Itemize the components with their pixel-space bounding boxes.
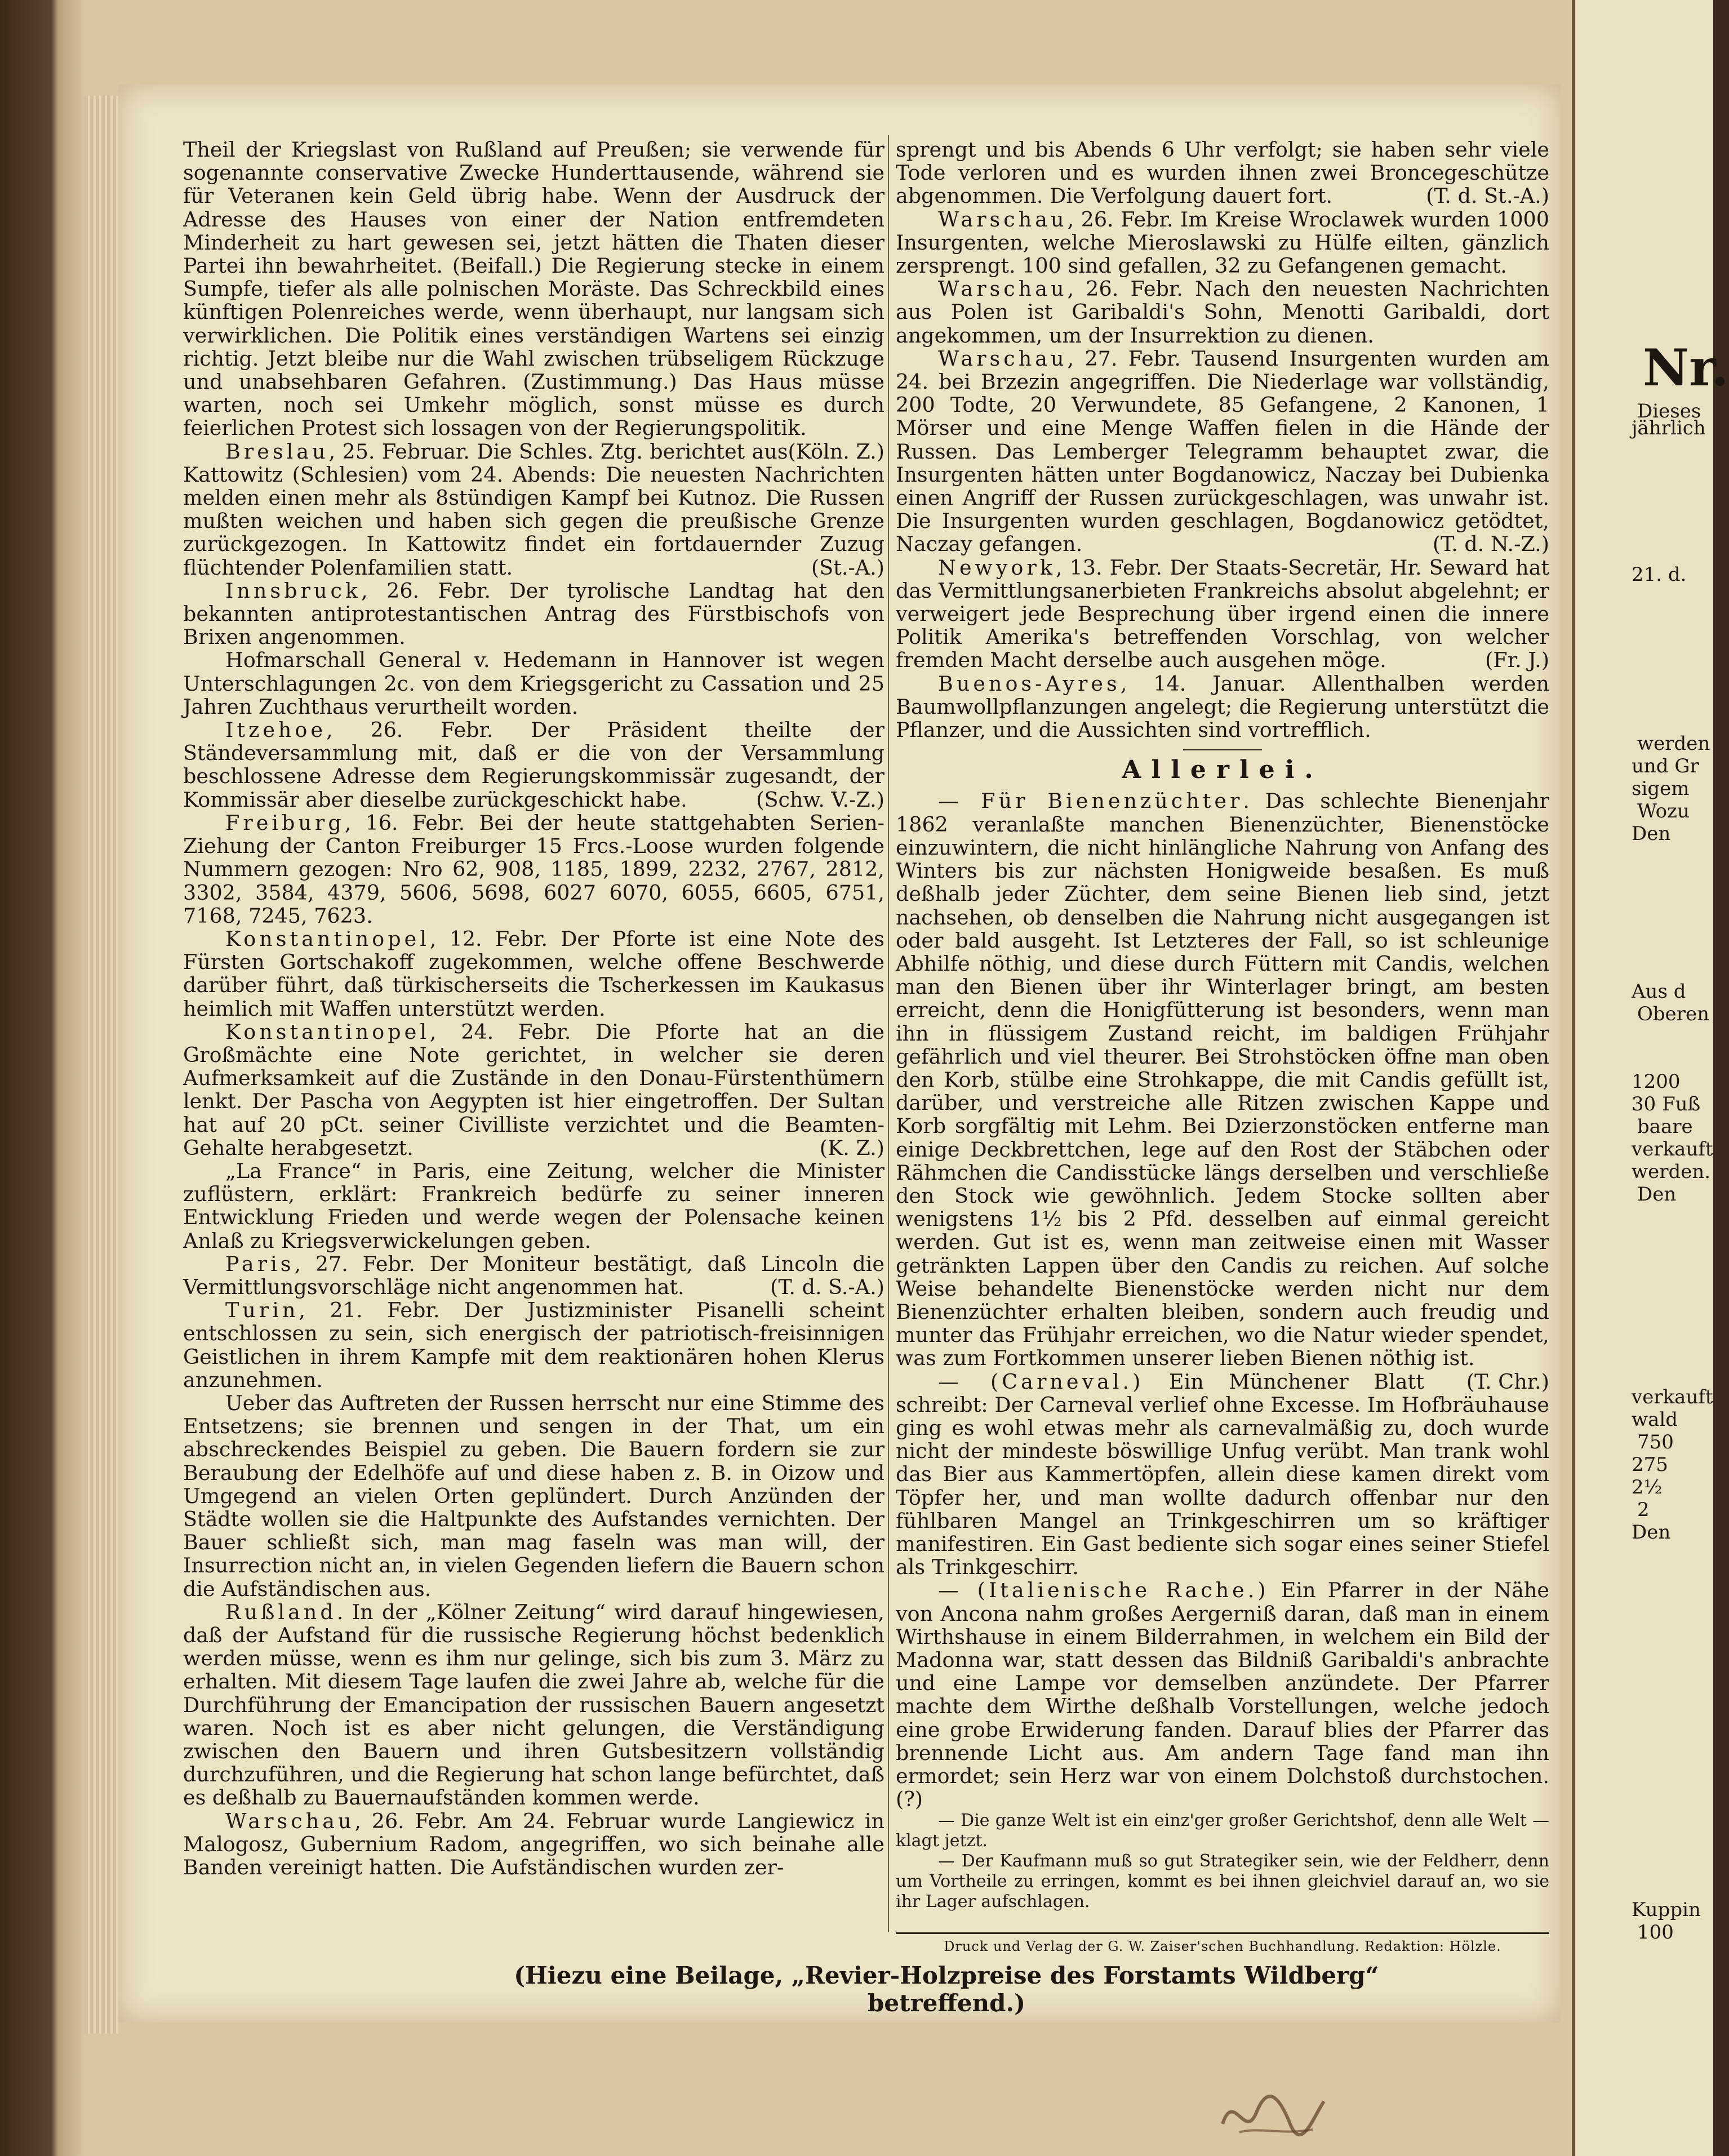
item-text: , 27. Febr. Tausend Insurgenten wurden am 24. bei Brzezin angegriffen. Die Niederlage war vollständig, 200 Todte, 20 Verwundete, 85 Gefangene, 2 Kanonen, 1 Mörser und eine Menge Waffen fielen in die Hände der Russen. Das Lemberger Telegramm behauptet zwar, die Insurgenten hätten unter Bogdanowicz, Naczay bei Dubienka einen Angriff der Russen zurückgeschlagen, was unwahr ist. Die Insurgenten wurden geschlagen, Bogdanowicz getödtet, Naczay gefangen. <box>896 346 1549 557</box>
left-column <box>183 138 884 1879</box>
dateline-place: Freiburg <box>225 810 345 835</box>
news-item <box>183 1252 884 1299</box>
item-text: , 21. Febr. Der Justizminister Pisanelli scheint entschlossen zu sein, sich energisch der patriotisch-freisinnigen Geistlichen in ihrem Kampfe mit dem reaktionären hohen Klerus anzunehmen. <box>183 1298 884 1392</box>
dateline-place: Konstantinopel <box>225 926 430 951</box>
dateline-place: Warschau <box>225 1808 355 1833</box>
adjacent-page-fragment: 30 Fuß <box>1632 1093 1701 1115</box>
item-text: , 25. Februar. Die Schles. Ztg. berichtet aus Kattowitz (Schlesien) vom 24. Abends: Die neuesten Nachrichten melden einen mehr als 8stündigen Kampf bei Kutnoz. Die Russen mußten weichen und haben sich gegen die preußische Grenze zurückgezogen. In Kattowitz findet ein fortdauernder Zuzug flüchtender Polenfamilien statt. <box>183 439 884 580</box>
adjacent-page-fragment: 21. d. <box>1632 563 1687 586</box>
verses <box>896 1811 1549 1912</box>
section-divider <box>1183 749 1262 750</box>
dateline-place: Paris <box>225 1251 295 1276</box>
news-item <box>183 811 884 927</box>
dateline-place: Itzehoe <box>225 718 326 743</box>
dateline-place: Breslau <box>225 439 329 464</box>
item-text: . Das schlechte Bienenjahr 1862 veranlaßte manchen Bienenzüchter, Bienenstöcke einzuwintern, die nicht hinlängliche Nahrung von Anfang des Winters bis zur nächsten Honigweide besaßen. Es muß deßhalb jeder Züchter, dem seine Bienen lieb sind, jetzt nachsehen, ob denselben die Nahrung nicht ausgegangen ist oder bald ausgeht. Ist Letzteres der Fall, so ist schleunige Abhilfe nöthig, und diese durch Füttern mit Candis, welchen man den Bienen über ihr Winterlager bringt, am besten erreicht, denn die Honigfütterung ist besonders, wenn man ihn in flüssigem Zustand reicht, im baldigen Frühjahr gefährlich und viel theurer. Bei Strohstöcken öffne man oben den Korb, stülbe eine Strohkappe, die mit Candis gefüllt ist, darüber, und verstreiche alle Ritzen zwischen Kappe und Korb sorgfältig mit Lehm. Bei Dzierzonstöcken entferne man einige Deckbrettchen, lege auf den Rost der Stäbchen oder Rähmchen die Candisstücke längs derselben und verschließe den Stock wie gewöhnlich. Jedem Stocke sollten aber wenigstens 1½ bis 2 Pfd. desselben auf einmal gereicht werden. Gut ist es, wenn man zeitweise einen mit Wasser getränkten Lappen über den Candis zu reichen. Auf solche Weise behandelte Bienenstöcke werden nicht nur dem Bienenzüchter erhalten bleiben, sondern auch freudig und munter das Frühjahr erreichen, wo die Natur wieder spendet, was zum Fortkommen unserer lieben Bienen nöthig ist. <box>896 789 1549 1371</box>
adjacent-page-fragment: Den <box>1632 1521 1671 1544</box>
news-item <box>896 347 1549 556</box>
adjacent-page-fragment: 275 <box>1632 1453 1668 1476</box>
news-item <box>896 1370 1549 1579</box>
dateline-place: Rußland <box>225 1599 337 1624</box>
item-text: , 24. Febr. Die Pforte hat an die Großmächte eine Note gerichtet, in welcher sie deren Aufmerksamkeit auf die Zustände in den Donau-Fürstenthümern lenkt. Der Pascha von Aegypten ist hier eingetroffen. Der Sultan hat auf 20 pCt. seiner Civilliste verzichtet und die Beamten-Gehalte herabgesetzt. <box>183 1019 884 1160</box>
adjacent-page-fragment: 1200 <box>1632 1070 1681 1093</box>
adjacent-page-fragment: und Gr <box>1632 755 1699 777</box>
adjacent-page-fragment: baare <box>1637 1115 1693 1138</box>
adjacent-page <box>1572 0 1729 2156</box>
adjacent-page-fragment: Den <box>1637 1183 1677 1206</box>
item-text: , 13. Febr. Der Staats-Secretär, Hr. Seward hat das Vermittlungsanerbieten Frankreichs absolut abgelehnt; er verweigert jede Besprechung über irgend einen die innere Politik Amerika's betreffenden Vorschlag, von welcher fremden Macht derselbe auch ausgehen möge. <box>896 555 1549 673</box>
item-text: , 26. Febr. Am 24. Februar wurde Langiewicz in Malogosz, Gubernium Radom, angegriffen, wo sich beinahe alle Banden vereinigt hatten. Die Aufständischen wurden zer- <box>183 1808 884 1880</box>
news-item <box>183 1810 884 1879</box>
adjacent-page-fragment: wald <box>1632 1408 1678 1431</box>
news-item <box>896 1579 1549 1811</box>
item-text: , 26. Febr. Nach den neuesten Nachrichten aus Polen ist Garibaldi's Sohn, Menotti Garibaldi, dort angekommen, um der Insurrektion zu dienen. <box>896 277 1549 348</box>
adjacent-page-fragment: 2 <box>1637 1499 1650 1521</box>
news-item <box>183 1159 884 1252</box>
adjacent-page-fragment: jährlich <box>1632 417 1706 439</box>
item-text: , 26. Febr. Der Präsident theilte der Ständeversammlung mit, daß er die von der Versammlung beschlossene Adresse dem Regierungskommissär zugesandt, der Kommissär aber dieselbe zurückgeschickt habe. <box>183 718 884 812</box>
adjacent-page-fragment: 750 <box>1637 1431 1674 1453</box>
dateline-place: Konstantinopel <box>225 1019 430 1044</box>
adjacent-page-fragment: Wozu <box>1637 800 1690 823</box>
imprint: Druck und Verlag der G. W. Zaiser'schen Buchhandlung. Redaktion: Hölzle. <box>896 1932 1549 1954</box>
item-text: Ueber das Auftreten der Russen herrscht nur eine Stimme des Entsetzens; sie brennen und sengen in der That, um ein abschreckendes Beispiel zu geben. Die Bauern fordern sie zur Beraubung der Edelhöfe auf und diese haben z. B. in Oizow und Umgegend an vielen Orten geplündert. Durch Anzünden der Städte wollen sie die Haltpunkte des Aufstandes vernichten. Der Bauer schließt sich, man mag faseln was man will, der Insurrection nicht an, in vielen Gegenden liefern die Bauern schon die Aufständischen aus. <box>183 1390 884 1601</box>
column-rule <box>888 135 889 1932</box>
news-item <box>183 579 884 649</box>
source-attribution: (Köln. Z.) <box>788 439 884 464</box>
dateline-place: Innsbruck <box>225 578 362 603</box>
adjacent-page-fragment: 2½ <box>1632 1476 1663 1499</box>
allerlei-items <box>896 789 1549 1811</box>
item-text: sprengt und bis Abends 6 Uhr verfolgt; sie haben sehr viele Tode verloren und es wurden ihnen zwei Broncegeschütze abgenommen. Die Verfolgung dauert fort. <box>896 137 1549 208</box>
right-news-items <box>896 138 1549 741</box>
dateline-place: Warschau <box>938 277 1068 301</box>
adjacent-page-fragment: werden <box>1637 732 1710 755</box>
item-text: , 26. Febr. Der tyrolische Landtag hat den bekannten antiprotestantischen Antrag des Fürstbischofs von Brixen angenommen. <box>183 578 884 650</box>
adjacent-page-fragment: Kuppin <box>1632 1899 1701 1921</box>
item-text: Ein Pfarrer in der Nähe von Ancona nahm großes Aergerniß daran, daß man in einem Wirthshause in einem Bilderrahmen, in welchem ein Bild der Madonna war, statt dessen das Bildniß Garibaldi's anbrachte und eine Lampe vor demselben anzündete. Der Pfarrer machte dem Wirthe deßhalb Vorstellungen, welche jedoch eine grobe Erwiderung fanden. Darauf blies der Pfarrer das brennende Licht aus. Am andern Tage fand man ihn ermordet; sein Herz war von einem Dolchstoß durchstochen. (?) <box>896 1578 1549 1812</box>
adjacent-page-title: Nr. <box>1643 338 1729 398</box>
news-item <box>183 1392 884 1601</box>
handwritten-signature <box>1217 2079 1330 2146</box>
adjacent-page-fragment: Dieses <box>1637 400 1701 423</box>
item-text: . In der „Kölner Zeitung“ wird darauf hingewiesen, daß der Aufstand für die russische Regierung höchst bedenklich werden müsse, wenn es ihm nur gelinge, sich bis zum 3. März zu erhalten. Mit diesem Tage laufen die zwei Jahre ab, welche für die Durchführung der Emancipation der russischen Bauern angesetzt waren. Noch ist es aber nicht gelungen, die Verständigung zwischen den Bauern und ihren Gutsbesitzern vollständig durchzuführen, und die Regierung hat schon lange befürchtet, daß es deßhalb zu Bauernaufständen kommen werde. <box>183 1599 884 1810</box>
adjacent-page-fragment: Den <box>1632 823 1671 845</box>
news-item <box>183 648 884 718</box>
verse: — Der Kaufmann muß so gut Strategiker sein, wie der Feldherr, denn um Vortheile zu erringen, kommt es bei ihnen gleichviel darauf an, wo sie ihr Lager aufschlagen. <box>896 1851 1549 1912</box>
adjacent-page-fragment: verkauft <box>1632 1386 1713 1408</box>
news-item <box>896 277 1549 347</box>
adjacent-page-fragment: 100 <box>1637 1921 1674 1944</box>
news-item <box>896 208 1549 278</box>
item-text: , 14. Januar. Allenthalben werden Baumwollpflanzungen angelegt; die Regierung unterstützt die Pflanzer, und die Aussichten sind vortrefflich. <box>896 671 1549 743</box>
dateline-place: — (Carneval.) <box>938 1369 1144 1394</box>
dateline-place: Warschau <box>938 207 1068 232</box>
news-item <box>183 927 884 1020</box>
dateline-place: Turin <box>225 1298 299 1323</box>
source-attribution: (K. Z.) <box>819 1135 884 1160</box>
news-item <box>896 556 1549 672</box>
source-attribution: (T. d. S.-A.) <box>770 1274 884 1299</box>
item-text: , 26. Febr. Im Kreise Wroclawek wurden 1000 Insurgenten, welche Mieroslawski zu Hülfe eilten, gänzlich zersprengt. 100 sind gefallen, 32 zu Gefangenen gemacht. <box>896 207 1549 278</box>
item-text: Ein Münchener Blatt schreibt: Der Carneval verlief ohne Excesse. Im Hofbräuhause ging es wohl etwas mehr als carnevalmäßig zu, doch wurde nicht der mindeste böswillige Unfug verübt. Man trank wohl das Bier aus Kammertöpfen, allein diese kamen direkt vom Töpfer her, und man wollte dadurch offenbar nur den fühlbaren Mangel an Trinkgeschirren um so kräftiger manifestiren. Ein Gast bediente sich sogar eines seiner Stiefel als Trinkgeschirr. <box>896 1369 1549 1580</box>
source-attribution: (Schw. V.-Z.) <box>756 787 884 812</box>
adjacent-page-fragment: Oberen <box>1637 1003 1710 1025</box>
news-item <box>183 718 884 811</box>
item-text: , 12. Febr. Der Pforte ist eine Note des Fürsten Gortschakoff zugekommen, welche offene Beschwerde darüber führt, daß türkischerseits die Tscherkessen im Kaukasus heimlich mit Waffen unterstützt werden. <box>183 926 884 1021</box>
right-column <box>896 138 1549 1912</box>
source-attribution: (T. Chr.) <box>1466 1369 1549 1394</box>
dateline-place: Warschau <box>938 346 1068 371</box>
news-item <box>896 138 1549 208</box>
page-edges <box>85 96 118 2034</box>
source-attribution: (T. d. N.-Z.) <box>1432 532 1549 557</box>
adjacent-page-fragment: Aus d <box>1632 980 1686 1003</box>
news-item <box>183 440 884 579</box>
item-text: Hofmarschall General v. Hedemann in Hannover ist wegen Unterschlagungen 2c. von dem Kriegsgericht zu Cassation und 25 Jahren Zuchthaus verurtheilt worden. <box>183 648 884 719</box>
item-text: „La France“ in Paris, eine Zeitung, welcher die Minister zuflüstern, erklärt: Frankreich bedürfe zu seiner inneren Entwicklung Frieden und werde wegen der Polensache keinen Anlaß zu Kriegsverwickelungen geben. <box>183 1158 884 1253</box>
news-item <box>183 1299 884 1392</box>
adjacent-page-fragment: verkauft <box>1632 1138 1713 1161</box>
supplement-notice: (Hiezu eine Beilage, „Revier-Holzpreise des Forstamts Wildberg“ betreffend.) <box>514 1962 1379 2017</box>
source-attribution: (T. d. St.-A.) <box>1426 184 1549 208</box>
dateline-place: — (Italienische Rache.) <box>938 1578 1269 1603</box>
news-item <box>183 1020 884 1159</box>
dateline-place: Buenos-Ayres <box>938 671 1121 696</box>
dateline-place: Newyork <box>938 555 1056 580</box>
item-text: Theil der Kriegslast von Rußland auf Preußen; sie verwende für sogenannte conservative Zwecke Hunderttausende, während sie für Veteranen kein Geld übrig habe. Wenn der Ausdruck der Adresse des Hauses von einer der Nation entfremdeten Minderheit zu hart gewesen sei, jetzt hätten die Thaten dieser Partei ihn bewahrheitet. (Beifall.) Die Regierung stecke in einem Sumpfe, tiefer als alle polnischen Moräste. Das Schreckbild eines künftigen Polenreiches werde, wenn überhaupt, nur langsam sich verwirklichen. Die Politik eines verständigen Wartens sei einzig richtig. Jetzt bleibe nur die Wahl zwischen trübseligem Rückzuge und unabsehbaren Gefahren. (Zustimmung.) Das Haus müsse warten, noch sei Umkehr möglich, sonst müsse es durch feierlichen Protest sich lossagen von der Regierungspolitik. <box>183 137 884 441</box>
verse: — Die ganze Welt ist ein einz'ger großer Gerichtshof, denn alle Welt — klagt jetzt. <box>896 1811 1549 1851</box>
item-text: , 27. Febr. Der Moniteur bestätigt, daß Lincoln die Vermittlungsvorschläge nicht angenommen hat. <box>183 1251 884 1299</box>
dateline-place: — Für Bienenzüchter <box>938 789 1243 813</box>
adjacent-page-fragment: sigem <box>1632 777 1690 800</box>
adjacent-page-fragment: werden. <box>1632 1161 1711 1183</box>
news-item <box>896 672 1549 742</box>
news-item <box>183 1601 884 1810</box>
source-attribution: (St.-A.) <box>811 555 884 580</box>
source-attribution: (Fr. J.) <box>1485 648 1549 673</box>
item-text: , 16. Febr. Bei der heute stattgehabten Serien-Ziehung der Canton Freiburger 15 Frcs.-Loose wurden folgende Nummern gezogen: Nro 62, 908, 1185, 1899, 2232, 2767, 2812, 3302, 3584, 4379, 5606, 5698, 6027 6070, 6055, 6605, 6751, 7168, 7245, 7623. <box>183 810 884 928</box>
section-heading: Allerlei. <box>1122 755 1323 785</box>
